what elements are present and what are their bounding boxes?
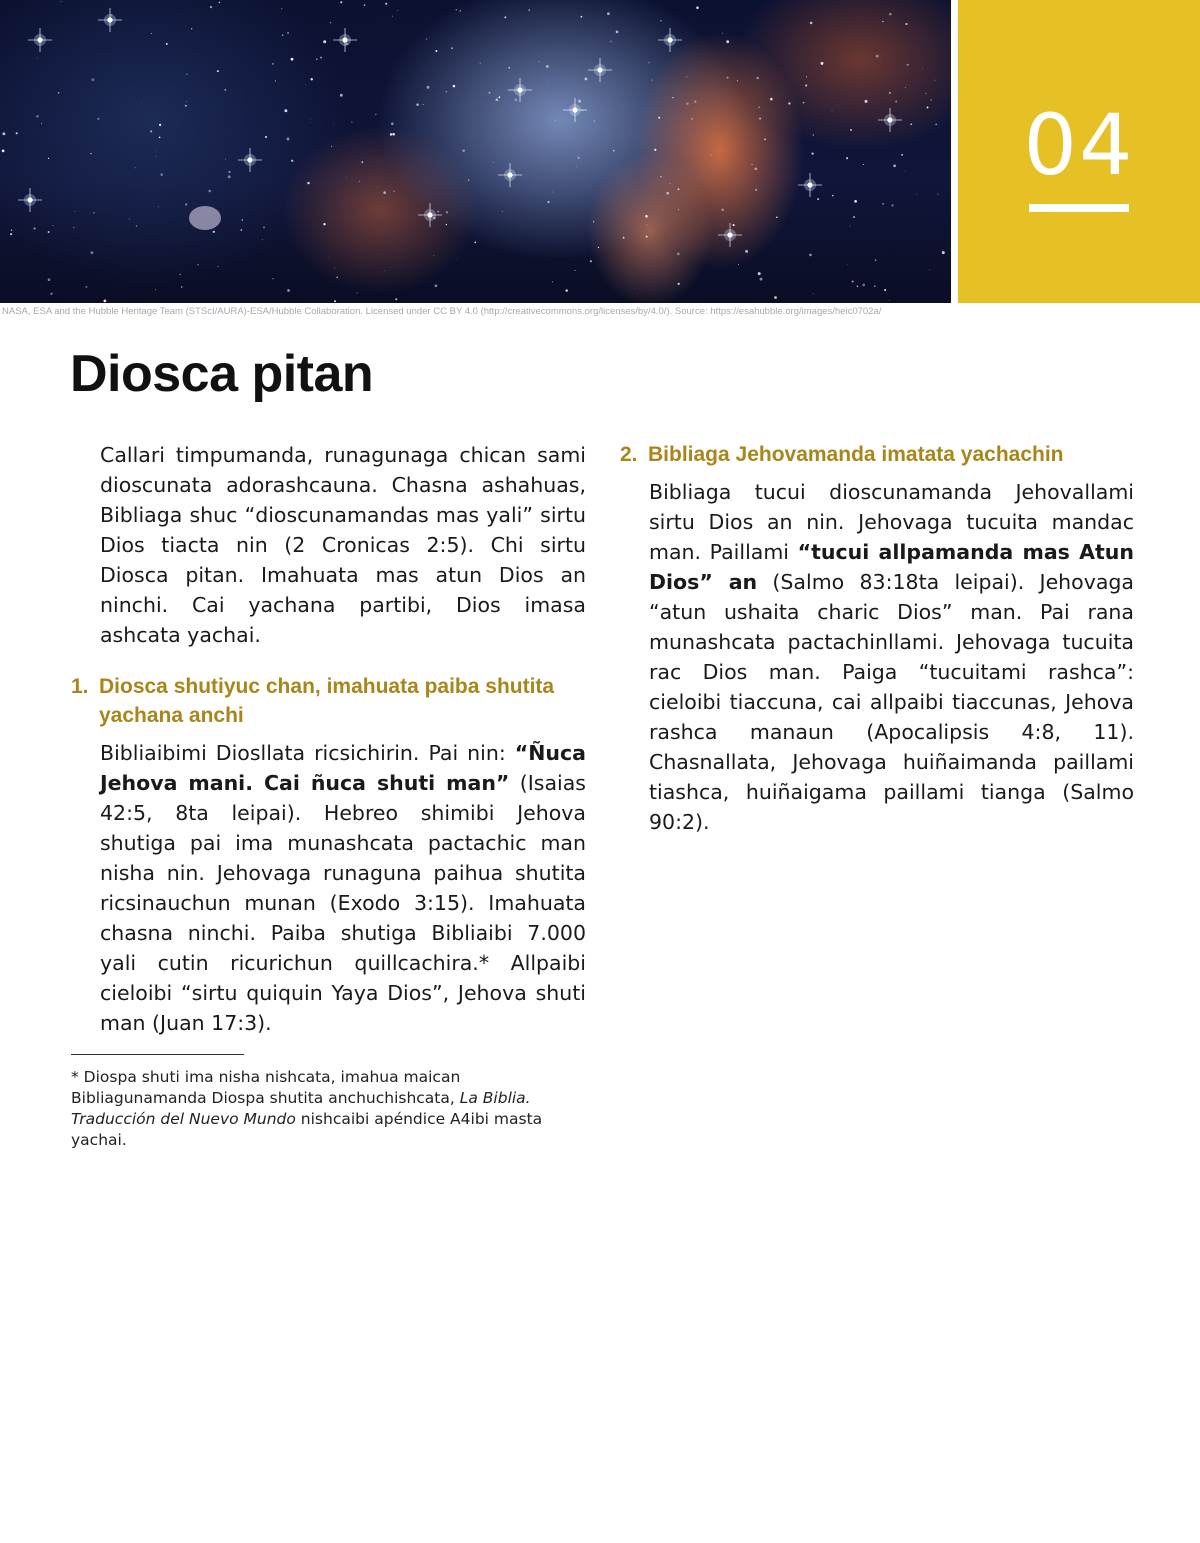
- star: [159, 136, 161, 138]
- star: [2, 132, 5, 135]
- star: [594, 121, 595, 122]
- star: [310, 122, 311, 123]
- star: [646, 236, 648, 238]
- star: [737, 80, 738, 81]
- bright-star: [333, 28, 357, 52]
- star: [210, 6, 212, 8]
- star: [925, 93, 926, 94]
- spiral-galaxy: [189, 206, 221, 230]
- section-1-number: 1.: [71, 675, 89, 698]
- star: [397, 10, 398, 11]
- star: [889, 92, 891, 94]
- star: [678, 283, 680, 285]
- star: [10, 233, 12, 235]
- star: [446, 224, 447, 225]
- star: [935, 80, 936, 81]
- star: [186, 101, 187, 102]
- star: [316, 58, 317, 59]
- star: [852, 280, 854, 282]
- star: [590, 260, 592, 262]
- star: [2, 150, 5, 153]
- star: [916, 194, 917, 195]
- star: [392, 16, 393, 17]
- star: [359, 181, 360, 182]
- star: [711, 155, 712, 156]
- star: [758, 272, 761, 275]
- star: [847, 264, 848, 265]
- section-2-number: 2.: [620, 443, 638, 466]
- star: [263, 226, 265, 228]
- star: [774, 296, 777, 299]
- star: [375, 114, 376, 115]
- star: [217, 70, 219, 72]
- star: [805, 84, 807, 86]
- star: [574, 270, 575, 271]
- bright-star: [588, 58, 612, 82]
- bright-star: [18, 188, 42, 212]
- star: [875, 260, 877, 262]
- bright-star: [878, 108, 902, 132]
- star: [646, 224, 647, 225]
- star: [129, 219, 130, 220]
- star: [803, 102, 805, 104]
- star: [552, 192, 553, 193]
- star: [927, 107, 929, 109]
- chapter-underline: [1029, 204, 1129, 212]
- star: [891, 204, 893, 206]
- star: [809, 254, 812, 257]
- star: [854, 200, 857, 203]
- star: [882, 203, 883, 204]
- star: [721, 209, 724, 212]
- star: [265, 136, 267, 138]
- star: [453, 85, 456, 88]
- star: [310, 119, 311, 120]
- star: [863, 164, 864, 165]
- intro-paragraph: Callari timpumanda, runagunaga chican sami dioscunata adorashcauna. Chasna ashahuas, Bibliaga shuc “dioscunamandas mas yali” sirtu Dios tiacta nin (2 Cronicas 2:5). Chi sirtu Diosca pitan. Imahuata mas atun Dios an ninchi. Cai yachana partibi, Dios imasa ashcata yachai.: [100, 443, 586, 647]
- star: [90, 153, 91, 154]
- bright-star: [98, 8, 122, 32]
- star: [581, 16, 583, 18]
- star: [159, 124, 161, 126]
- star: [181, 286, 182, 287]
- star: [135, 167, 136, 168]
- star: [554, 120, 555, 121]
- star: [446, 91, 447, 92]
- star: [395, 298, 397, 300]
- star: [480, 63, 481, 64]
- star: [340, 94, 343, 97]
- star: [584, 77, 587, 80]
- section-2-text-end: (Salmo 83:18ta leipai). Jehovaga “atun ushaita charic Dios” man. Pai rana munashcata pactachinllami. Jehovaga tucuita rac Dios man. Paiga “tucuitami rashca”: cieloibi tiaccuna, cai allpaibi tiaccunas, Jehova rashca manaun (Apocalipsis 4:8, 11). Chasnallata, Jehovaga huiñaimanda paillami tiashca, huiñaigama paillami tianga (Salmo 90:2).: [649, 570, 1134, 834]
- star: [291, 160, 293, 162]
- star: [817, 198, 819, 200]
- page-title: Diosca pitan: [70, 345, 374, 403]
- section-2-heading: [620, 440, 1134, 469]
- footnote: [71, 1067, 586, 1151]
- star: [191, 28, 192, 29]
- star: [361, 161, 363, 163]
- star: [427, 86, 430, 89]
- star: [660, 176, 661, 177]
- section-2-text-start: Bibliaga tucui dioscunamanda Jehovallami sirtu Dios an nin. Jehovaga tucuita mandac man. Paillami: [649, 480, 1134, 564]
- star: [937, 194, 938, 195]
- star: [672, 97, 673, 98]
- footnote-divider: [71, 1054, 244, 1055]
- star: [218, 2, 220, 4]
- hero-image: [0, 0, 951, 303]
- star: [547, 201, 549, 203]
- star: [498, 96, 500, 98]
- star: [677, 253, 680, 256]
- star: [616, 31, 619, 34]
- star: [224, 89, 226, 91]
- star: [770, 98, 773, 101]
- star: [391, 123, 394, 126]
- bright-star: [658, 28, 682, 52]
- star: [654, 149, 656, 151]
- star: [529, 9, 530, 10]
- star: [756, 77, 759, 80]
- star: [281, 8, 282, 9]
- star: [180, 274, 181, 275]
- star: [275, 80, 276, 81]
- star: [50, 293, 52, 295]
- star: [217, 266, 218, 267]
- star: [865, 100, 868, 103]
- star: [660, 20, 661, 21]
- star: [351, 121, 352, 122]
- star: [669, 183, 670, 184]
- section-1-title: Diosca shutiyuc chan, imahuata paiba shutita yachana anchi: [99, 675, 555, 727]
- bright-star: [418, 203, 442, 227]
- star: [813, 293, 814, 294]
- star: [576, 166, 577, 167]
- star: [598, 247, 599, 248]
- star: [901, 154, 903, 156]
- star: [331, 146, 332, 147]
- star: [158, 206, 159, 207]
- star: [884, 289, 886, 291]
- chapter-badge: [958, 0, 1200, 303]
- star: [648, 62, 649, 63]
- star: [929, 270, 930, 271]
- star: [390, 133, 392, 135]
- star: [764, 138, 766, 140]
- star: [651, 80, 652, 81]
- star: [922, 68, 923, 69]
- star: [578, 157, 580, 159]
- star: [751, 164, 752, 165]
- star: [284, 109, 287, 112]
- star: [33, 227, 35, 229]
- star: [691, 118, 693, 120]
- star: [942, 251, 945, 254]
- star: [776, 217, 778, 219]
- star: [686, 76, 687, 77]
- star: [240, 229, 242, 231]
- star: [876, 55, 879, 58]
- image-credit: NASA, ESA and the Hubble Heritage Team (STScI/AURA)-ESA/Hubble Collaboration. Licensed under CC BY 4.0 (http://creativecommons.org/licenses/by/4.0/). Source: https://esahubble.org/images/heic0702a/: [2, 306, 882, 317]
- footnote-book-title: La Biblia. Traducción del Nuevo Mundo: [71, 1089, 531, 1128]
- star: [832, 110, 833, 111]
- star: [874, 285, 876, 287]
- star-field-graphic: [0, 0, 951, 303]
- star: [394, 191, 395, 192]
- star: [446, 211, 448, 213]
- star: [726, 77, 728, 79]
- star: [155, 150, 156, 151]
- star: [935, 124, 936, 125]
- star: [334, 124, 335, 125]
- star: [16, 132, 18, 134]
- star: [726, 40, 729, 43]
- star: [504, 16, 506, 18]
- section-1-text-end: (Isaias 42:5, 8ta leipai). Hebreo shimibi Jehova shutiga pai ima munashcata pactachic man nisha nin. Jehovaga runaguna paihua shutita ricsinauchun munan (Exodo 3:15). Imahuata chasna ninchi. Paiba shutiga Bibliaibi 7.000 yali cutin ricurichun quillcachira.* Allpaibi cieloibi “sirtu quiquin Yaya Dios”, Jehova shuti man (Juan 17:3).: [100, 771, 586, 1035]
- star: [241, 219, 243, 221]
- section-1-text-start: Bibliaibimi Diosllata ricsichirin. Pai nin:: [100, 741, 515, 765]
- star: [155, 289, 156, 290]
- star: [437, 211, 439, 213]
- star: [85, 286, 87, 288]
- star: [548, 80, 549, 81]
- star: [451, 47, 453, 49]
- star: [423, 104, 424, 105]
- star: [733, 224, 735, 226]
- star: [607, 12, 610, 15]
- star: [889, 300, 890, 301]
- section-1-paragraph: [100, 738, 586, 1038]
- star: [48, 278, 51, 281]
- star: [474, 242, 476, 244]
- star: [846, 157, 848, 159]
- star: [150, 130, 152, 132]
- star: [889, 13, 892, 16]
- star: [850, 129, 852, 131]
- star: [93, 212, 95, 214]
- star: [905, 171, 906, 172]
- star: [311, 78, 313, 80]
- star: [61, 1, 62, 2]
- star: [810, 22, 813, 25]
- star: [74, 211, 75, 212]
- star: [282, 34, 283, 35]
- star: [565, 289, 568, 292]
- star: [334, 300, 336, 302]
- star: [48, 158, 49, 159]
- star: [857, 286, 859, 288]
- star: [151, 33, 152, 34]
- star: [336, 277, 338, 279]
- star: [58, 92, 60, 94]
- star: [895, 100, 897, 102]
- star: [457, 259, 458, 260]
- star: [686, 103, 688, 105]
- star: [552, 281, 553, 282]
- star: [463, 150, 465, 152]
- star: [623, 237, 625, 239]
- star: [495, 98, 498, 101]
- bright-star: [508, 78, 532, 102]
- star: [930, 99, 932, 101]
- star: [593, 221, 594, 222]
- section-2-quote: “tucui allpamanda mas Atun Dios” an: [649, 540, 1134, 594]
- star: [754, 167, 757, 170]
- star: [186, 74, 187, 75]
- star: [323, 223, 325, 225]
- star: [323, 40, 326, 43]
- star: [92, 78, 95, 81]
- star: [392, 133, 395, 136]
- left-column: [71, 440, 586, 1151]
- star: [893, 164, 896, 167]
- star: [11, 229, 12, 230]
- star: [745, 250, 748, 253]
- star: [758, 107, 759, 108]
- star: [489, 92, 491, 94]
- star: [459, 10, 461, 12]
- star: [456, 9, 457, 10]
- star: [416, 103, 419, 106]
- star: [502, 211, 503, 212]
- star: [634, 288, 635, 289]
- star: [426, 39, 427, 40]
- star: [330, 22, 331, 23]
- bright-star: [798, 173, 822, 197]
- star: [696, 6, 699, 9]
- star: [213, 231, 215, 233]
- star: [103, 299, 106, 302]
- star: [435, 284, 438, 287]
- star: [760, 278, 763, 281]
- star: [821, 62, 824, 65]
- star: [334, 268, 335, 269]
- star: [356, 292, 357, 293]
- star: [97, 118, 99, 120]
- star: [806, 76, 807, 77]
- chapter-number: 04: [1023, 96, 1135, 194]
- star: [287, 32, 289, 34]
- star: [905, 87, 906, 88]
- star: [90, 251, 93, 254]
- bright-star: [28, 28, 52, 52]
- star: [208, 190, 211, 193]
- star: [185, 105, 187, 107]
- footnote-text-start: * Diospa shuti ima nisha nishcata, imahua maican Bibliagunamanda Diospa shutita anchuchishcata,: [71, 1068, 461, 1107]
- bright-star: [718, 223, 742, 247]
- star: [738, 264, 739, 265]
- star: [307, 182, 309, 184]
- star: [759, 118, 761, 120]
- star: [364, 4, 365, 5]
- star: [722, 33, 723, 34]
- bright-star: [563, 98, 587, 122]
- star: [320, 57, 322, 59]
- star: [645, 215, 648, 218]
- star: [346, 177, 347, 178]
- star: [185, 203, 187, 205]
- star: [160, 173, 163, 176]
- star: [41, 123, 42, 124]
- bright-star: [498, 163, 522, 187]
- star: [225, 159, 226, 160]
- star: [53, 225, 54, 226]
- star: [287, 289, 290, 292]
- star: [73, 227, 75, 229]
- star: [287, 138, 290, 141]
- star: [666, 192, 669, 195]
- star: [136, 225, 137, 226]
- star: [853, 216, 855, 218]
- star: [907, 64, 909, 66]
- star: [546, 65, 549, 68]
- star: [166, 43, 168, 45]
- star: [197, 264, 198, 265]
- section-2-title: Bibliaga Jehovamanda imatata yachachin: [648, 443, 1064, 466]
- star: [515, 99, 517, 101]
- star: [340, 1, 342, 3]
- star: [613, 150, 615, 152]
- section-1-heading: [71, 672, 586, 730]
- star: [262, 239, 263, 240]
- star: [141, 102, 142, 103]
- star: [385, 3, 387, 5]
- star: [850, 226, 851, 227]
- star: [694, 100, 696, 102]
- star: [291, 58, 294, 61]
- star: [882, 21, 883, 22]
- star: [910, 123, 912, 125]
- star: [272, 278, 273, 279]
- star: [862, 284, 865, 287]
- star: [36, 115, 38, 117]
- star: [37, 58, 38, 59]
- star: [228, 175, 231, 178]
- star: [578, 100, 581, 103]
- star: [435, 50, 437, 52]
- star: [155, 156, 156, 157]
- star: [905, 23, 907, 25]
- star: [493, 162, 494, 163]
- right-column: [620, 440, 1134, 837]
- star: [678, 209, 679, 210]
- star: [813, 134, 814, 135]
- star: [384, 270, 385, 271]
- star: [508, 67, 510, 69]
- star: [305, 85, 306, 86]
- star: [434, 255, 435, 256]
- bright-star: [238, 148, 262, 172]
- star: [329, 258, 330, 259]
- star: [658, 117, 660, 119]
- footnote-text-end: nishcaibi apéndice A4ibi masta yachai.: [71, 1110, 543, 1149]
- star: [610, 41, 612, 43]
- star: [228, 171, 230, 173]
- star: [811, 152, 813, 154]
- star: [468, 179, 470, 181]
- star: [832, 195, 834, 197]
- section-1-quote: “Ñuca Jehova mani. Cai ñuca shuti man”: [100, 741, 586, 795]
- star: [788, 102, 790, 104]
- star: [538, 61, 539, 62]
- star: [755, 189, 757, 191]
- star: [383, 191, 386, 194]
- star: [48, 231, 50, 233]
- section-2-paragraph: [649, 477, 1134, 837]
- star: [272, 63, 274, 65]
- star: [678, 188, 680, 190]
